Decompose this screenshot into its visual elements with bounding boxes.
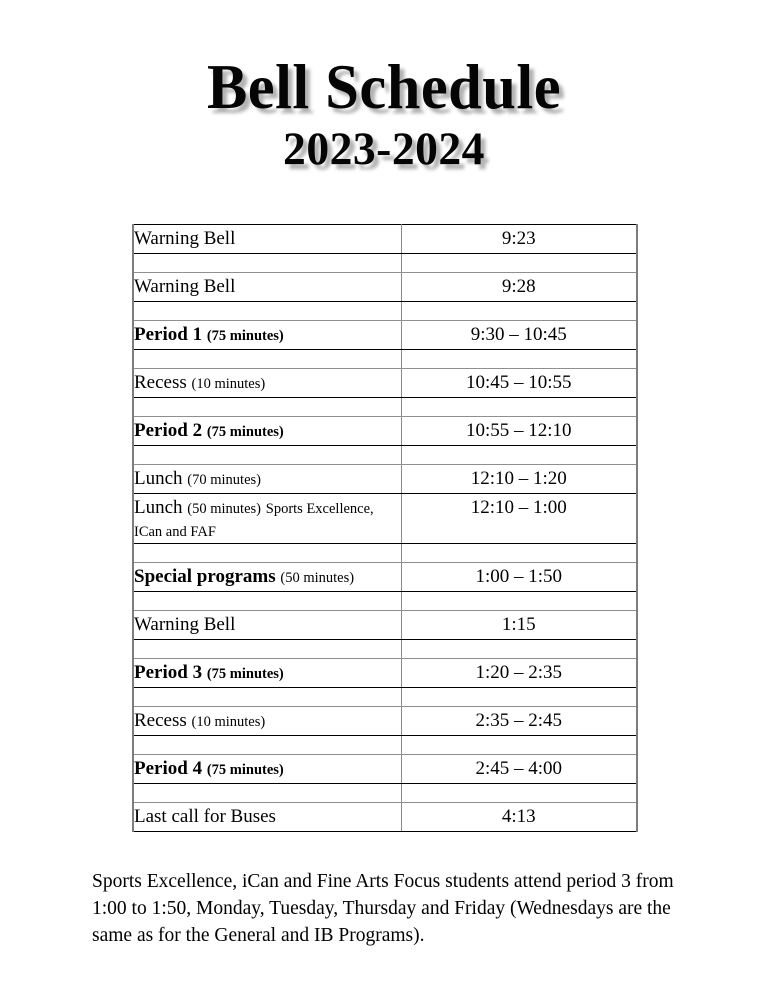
schedule-event-name: Period 4	[134, 757, 203, 779]
schedule-spacer-cell-time	[401, 640, 637, 659]
schedule-event-duration: (10 minutes)	[191, 375, 266, 392]
schedule-event-cell	[133, 321, 401, 350]
schedule-time-cell: 12:10 – 1:20	[401, 465, 637, 494]
schedule-event-duration: (75 minutes)	[206, 423, 284, 440]
schedule-table-body	[133, 225, 637, 832]
schedule-event-cell	[133, 225, 401, 254]
schedule-time-cell: 1:15	[401, 611, 637, 640]
schedule-spacer-cell-label	[133, 254, 401, 273]
schedule-event-duration: (75 minutes)	[206, 665, 284, 682]
schedule-spacer-row	[133, 544, 637, 563]
schedule-event-name: Period 1	[134, 323, 203, 345]
schedule-event-note: Sports Excellence, ICan and FAF	[134, 501, 374, 540]
table-row	[133, 273, 637, 302]
schedule-event-cell	[133, 369, 401, 398]
schedule-time-cell: 9:28	[401, 273, 637, 302]
schedule-time-cell: 10:55 – 12:10	[401, 417, 637, 446]
table-row	[133, 225, 637, 254]
schedule-event-cell	[133, 659, 401, 688]
table-row	[133, 563, 637, 592]
schedule-time-cell: 1:00 – 1:50	[401, 563, 637, 592]
schedule-spacer-cell-time	[401, 446, 637, 465]
schedule-spacer-row	[133, 350, 637, 369]
schedule-event-cell	[133, 803, 401, 832]
schedule-event-cell	[133, 611, 401, 640]
schedule-spacer-row	[133, 784, 637, 803]
schedule-event-cell	[133, 465, 401, 494]
schedule-event-name: Warning Bell	[134, 228, 236, 249]
schedule-event-duration: (50 minutes)	[187, 501, 261, 517]
schedule-table-container	[132, 224, 636, 832]
schedule-event-duration: (70 minutes)	[187, 471, 261, 488]
schedule-time-cell: 1:20 – 2:35	[401, 659, 637, 688]
title-block	[0, 0, 768, 174]
table-row	[133, 707, 637, 736]
schedule-spacer-cell-label	[133, 688, 401, 707]
schedule-spacer-cell-label	[133, 640, 401, 659]
schedule-spacer-cell-label	[133, 302, 401, 321]
schedule-event-name: Last call for Buses	[134, 806, 276, 827]
schedule-event-name: Period 3	[134, 661, 203, 683]
schedule-spacer-cell-time	[401, 544, 637, 563]
schedule-event-name: Recess	[134, 371, 187, 393]
schedule-spacer-cell-time	[401, 688, 637, 707]
schedule-event-cell	[133, 707, 401, 736]
schedule-time-cell: 9:23	[401, 225, 637, 254]
schedule-spacer-cell-label	[133, 784, 401, 803]
schedule-event-name: Lunch	[134, 497, 183, 518]
schedule-spacer-row	[133, 398, 637, 417]
table-row	[133, 659, 637, 688]
schedule-spacer-cell-time	[401, 350, 637, 369]
schedule-spacer-cell-label	[133, 446, 401, 465]
page-title: Bell Schedule	[206, 52, 562, 122]
schedule-event-name: Warning Bell	[134, 276, 236, 297]
table-row	[133, 465, 637, 494]
schedule-event-name: Recess	[134, 709, 187, 731]
schedule-event-name: Warning Bell	[134, 614, 236, 635]
schedule-spacer-row	[133, 736, 637, 755]
schedule-spacer-row	[133, 446, 637, 465]
schedule-spacer-row	[133, 254, 637, 273]
table-row	[133, 803, 637, 832]
table-row	[133, 494, 637, 544]
schedule-spacer-cell-label	[133, 398, 401, 417]
table-row	[133, 321, 637, 350]
schedule-time-cell: 10:45 – 10:55	[401, 369, 637, 398]
schedule-spacer-row	[133, 688, 637, 707]
schedule-event-cell	[133, 563, 401, 592]
bell-schedule-table	[132, 224, 638, 832]
table-row	[133, 755, 637, 784]
schedule-time-cell: 2:45 – 4:00	[401, 755, 637, 784]
schedule-spacer-cell-time	[401, 784, 637, 803]
schedule-spacer-row	[133, 592, 637, 611]
schedule-spacer-row	[133, 640, 637, 659]
schedule-time-cell: 12:10 – 1:00	[401, 494, 637, 544]
schedule-spacer-cell-label	[133, 736, 401, 755]
schedule-time-cell: 4:13	[401, 803, 637, 832]
schedule-time-cell: 2:35 – 2:45	[401, 707, 637, 736]
footnote-text: Sports Excellence, iCan and Fine Arts Focus students attend period 3 from 1:00 to 1:50, Monday, Tuesday, Thursday and Friday (Wednesdays are the same as for the General and IB Programs).	[92, 870, 674, 946]
table-row	[133, 417, 637, 446]
schedule-time-cell: 9:30 – 10:45	[401, 321, 637, 350]
page-subtitle-school-year: 2023-2024	[283, 123, 485, 175]
table-row	[133, 611, 637, 640]
schedule-spacer-cell-label	[133, 544, 401, 563]
schedule-event-cell	[133, 273, 401, 302]
schedule-event-duration: (75 minutes)	[206, 761, 284, 778]
schedule-event-name: Period 2	[134, 419, 203, 441]
schedule-spacer-cell-time	[401, 254, 637, 273]
table-row	[133, 369, 637, 398]
schedule-event-name: Lunch	[134, 467, 183, 489]
schedule-event-cell	[133, 417, 401, 446]
schedule-spacer-cell-time	[401, 592, 637, 611]
schedule-event-cell	[133, 755, 401, 784]
schedule-spacer-cell-time	[401, 398, 637, 417]
schedule-spacer-cell-time	[401, 302, 637, 321]
schedule-event-duration: (10 minutes)	[191, 713, 266, 730]
schedule-event-cell	[133, 494, 401, 544]
schedule-event-duration: (75 minutes)	[206, 327, 284, 344]
schedule-event-name: Special programs	[134, 565, 276, 587]
schedule-spacer-cell-time	[401, 736, 637, 755]
schedule-spacer-cell-label	[133, 350, 401, 369]
schedule-spacer-row	[133, 302, 637, 321]
schedule-spacer-cell-label	[133, 592, 401, 611]
schedule-event-duration: (50 minutes)	[280, 569, 355, 586]
